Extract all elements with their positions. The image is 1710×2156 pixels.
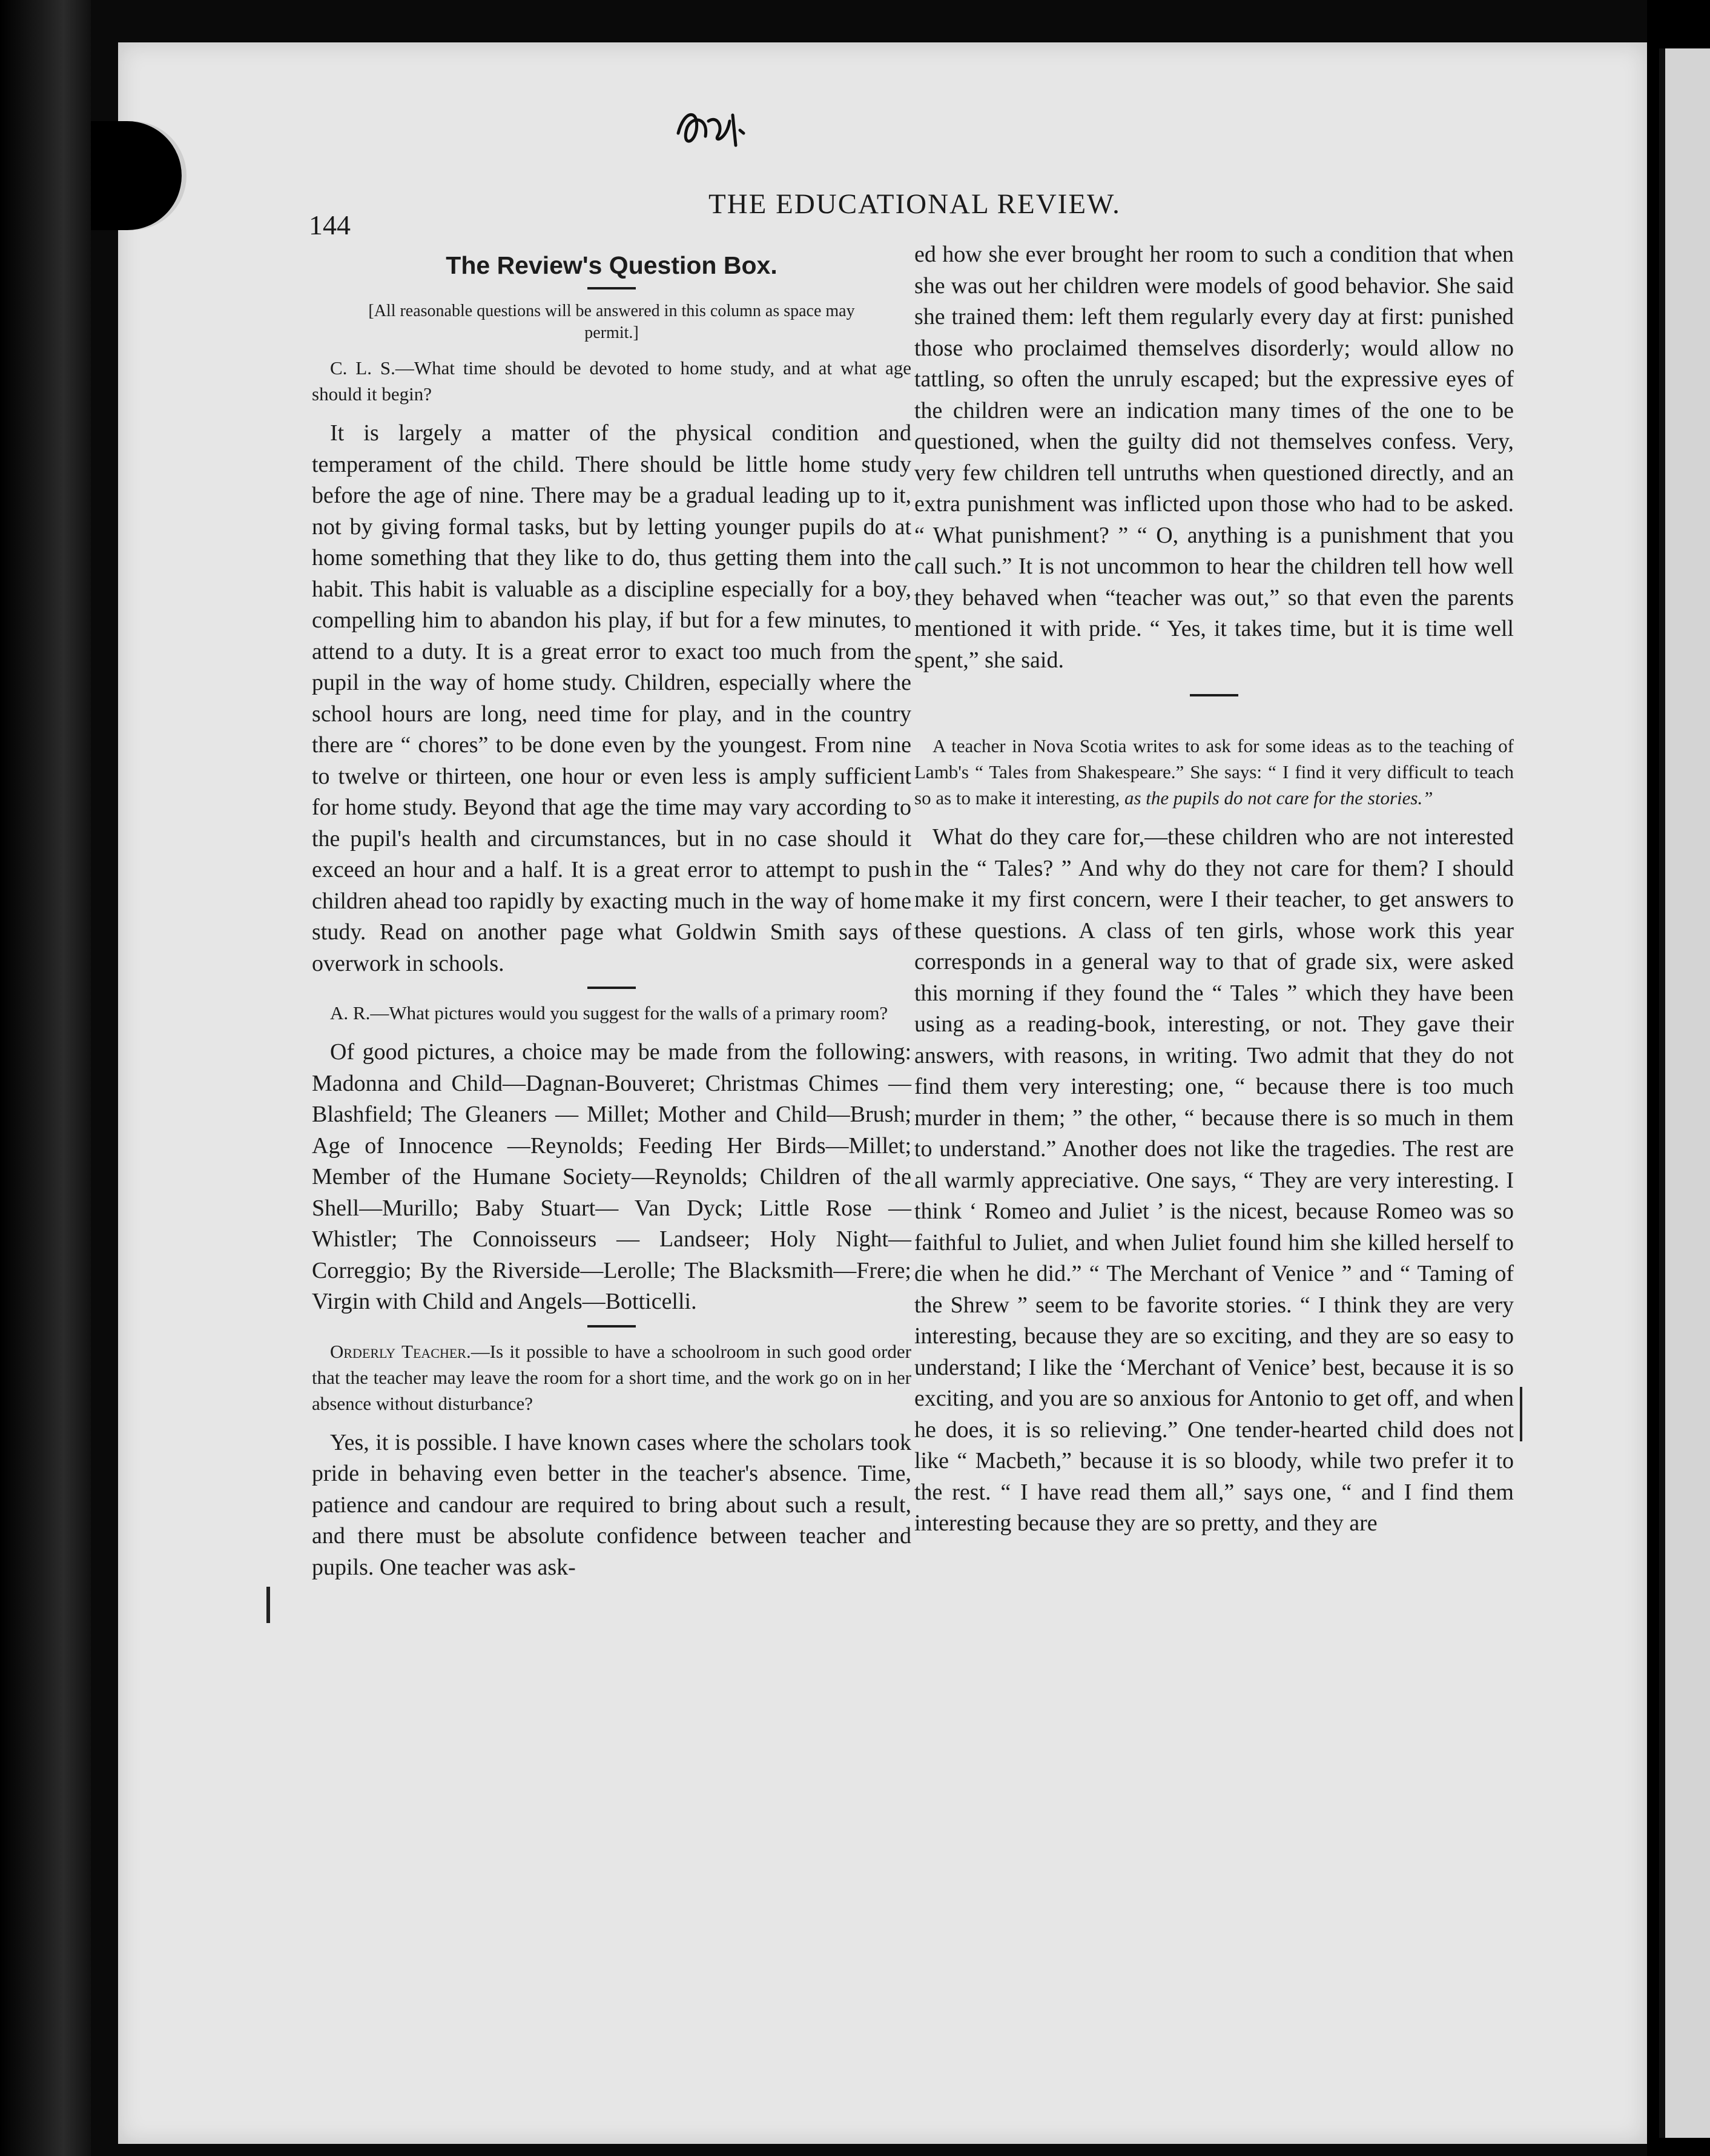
divider-rule <box>587 987 636 989</box>
margin-mark <box>266 1587 270 1623</box>
title-rule <box>587 287 636 289</box>
left-column <box>312 239 911 1583</box>
scan-left-margin <box>0 0 91 2156</box>
column-notice: [All reasonable questions will be answered in this column as space may permit.] <box>368 302 855 342</box>
question-text: —Is it possible to have a schoolroom in such good order that the teacher may leave the room for a short time, and the work go on in her absence without disturbance? <box>312 1340 911 1414</box>
question-nova-scotia <box>914 733 1514 811</box>
right-column <box>914 239 1514 1539</box>
answer-orderly-teacher: Yes, it is possible. I have known cases where the scholars took pride in behaving even better in the teacher's absence. Time, patience and candour are required to bring about such a result, and there must be absolute confidence between teacher and pupils. One teacher was ask- <box>312 1429 911 1580</box>
answer-nova-scotia: What do they care for,—these children who are not interested in the “ Tales? ” And why do they not care for them? I should make it my first concern, were I their teacher, to get answers to these questions. A class of ten girls, whose work this year corresponds in a general way to that of grade six, were asked this morning if they found the “ Tales ” which they have been using as a reading-book, interesting, or not. They gave their answers, with reasons, in writing. Two admit that they do not find them very interesting; one, “ because there is too much murder in them; ” the other, “ because there is so much in them to understand.” Another does not like the tragedies. The rest are all warmly appreciative. One says, “ They are very interesting. I think ‘ Romeo and Juliet ’ is the nicest, because Romeo was so faithful to Juliet, and when Juliet found him she killed herself to die when he did.” “ The Merchant of Venice ” and “ Taming of the Shrew ” seem to be favorite stories. “ I think they are very interesting, because they are so exciting, and they are so easy to understand; I like the ‘Merchant of Venice’ best, because it is so exciting, and you are so anxious for Antonio to get off, and when he does, it is so relieving.” One tender-hearted child does not like “ Macbeth,” because it is so bloody, while two prefer it to the rest. “ I have read them all,” says one, “ and I find them interesting because they are so pretty, and they are <box>914 824 1514 1536</box>
handwritten-mark-icon <box>672 103 757 157</box>
answer-continuation: ed how she ever brought her room to such a condition that when she was out her children were models of good behavior. She said she trained them: left them regularly every day at first: punished those who proclaimed themselves disorderly; would allow no tattling, so often the unruly escaped; but the expressive eyes of the children were an indication many times of the one to be questioned, when the guilty did not themselves confess. Very, very few children tell untruths when questioned directly, and an extra punishment was inflicted upon those who had to be asked. “ What punishment? ” “ O, anything is a punishment that you call such.” It is not uncommon to hear the children tell how well they behaved when “teacher was out,” so that even the parents mentioned it with pride. “ Yes, it takes time, but it is time well spent,” she said. <box>914 242 1514 673</box>
divider-rule <box>587 1325 636 1328</box>
section-title: The Review's Question Box. <box>446 251 777 279</box>
question-text: A teacher in Nova Scotia writes to ask for some ideas as to the teaching of Lamb's “ Tales from Shakespeare.” She says: “ I find it very difficult to teach so as to make it interesting, <box>914 735 1514 808</box>
answer-ar: Of good pictures, a choice may be made from the following: Madonna and Child—Dagnan-Bouveret; Christmas Chimes — Blashfield; The Gleaners — Millet; Mother and Child—Brush; Age of Innocence —Reynolds; Feeding Her Birds—Millet; Member of the Humane Society—Reynolds; Children of the Shell—Murillo; Baby Stuart— Van Dyck; Little Rose — Whistler; The Connoisseurs — Landseer; Holy Night—Correggio; By the Riverside—Lerolle; The Blacksmith—Frere; Virgin with Child and Angels—Botticelli. <box>312 1039 911 1314</box>
question-ar: A. R.—What pictures would you suggest for the walls of a primary room? <box>330 1002 888 1023</box>
question-italic-text: as the pupils do not care for the stories.” <box>1124 787 1433 808</box>
running-head: THE EDUCATIONAL REVIEW. <box>708 188 1121 220</box>
adjacent-page-edge <box>1659 48 1710 2138</box>
question-label: Orderly Teacher. <box>330 1340 471 1362</box>
divider-rule <box>1190 694 1238 696</box>
margin-mark <box>1520 1387 1522 1441</box>
answer-cls: It is largely a matter of the physical condition and temperament of the child. There should be little home study before the age of nine. There may be a gradual leading up to it, not by giving formal tasks, but by letting younger pupils do at home something that they like to do, thus getting them into the habit. This habit is valuable as a discipline especially for a boy, compelling him to abandon his play, if but for a few minutes, to attend to a duty. It is a great error to exact too much from the pupil in the way of home study. Children, especially where the school hours are long, need time for play, and in the country there are “ chores” to be done even by the youngest. From nine to twelve or thirteen, one hour or even less is amply sufficient for home study. Beyond that age the time may vary according to the pupil's health and circumstances, but in no case should it exceed an hour and a half. It is a great error to attempt to push children ahead too rapidly by exacting much in the way of home study. Read on another page what Goldwin Smith says of overwork in schools. <box>312 420 911 976</box>
question-orderly-teacher <box>312 1338 911 1417</box>
page-number: 144 <box>309 210 351 240</box>
question-cls: C. L. S.—What time should be devoted to home study, and at what age should it begin? <box>312 357 911 405</box>
